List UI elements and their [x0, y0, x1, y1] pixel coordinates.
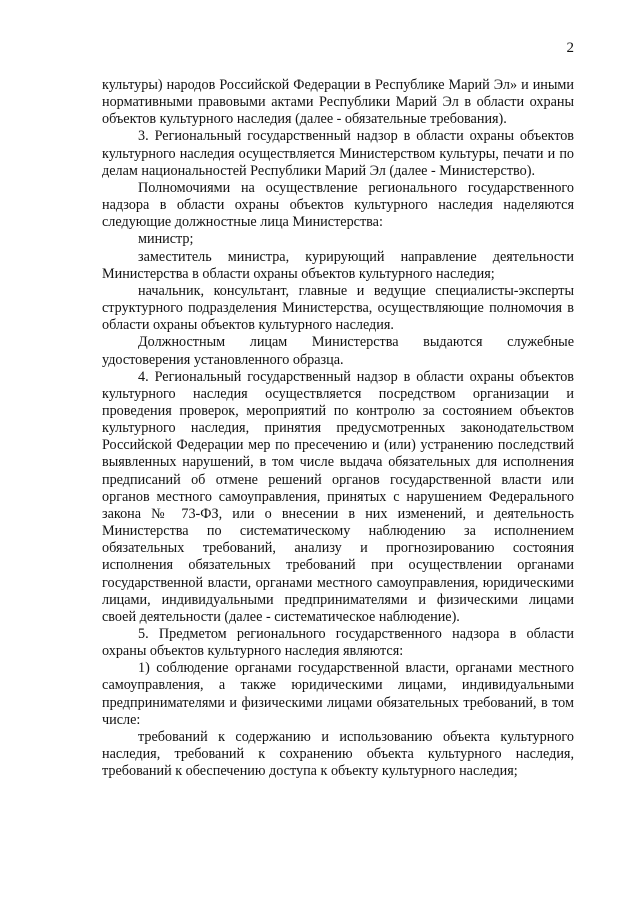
- paragraph-specialists: начальник, консультант, главные и ведущие специалисты-эксперты структурного подразделения Министерства, осуществляющие полномочия в области охраны объектов культурного наследия.: [102, 282, 574, 334]
- paragraph-item-3: 3. Региональный государственный надзор в области охраны объектов культурного наследия осуществляется Министерством культуры, печати и по делам национальностей Республики Марий Эл (далее - Министерство).: [102, 128, 574, 179]
- document-body: [102, 77, 574, 780]
- paragraph-item-4: 4. Региональный государственный надзор в области охраны объектов культурного наследия осуществляется посредством организации и проведения проверок, мероприятий по контролю за состоянием объектов культурного наследия, принятия предусмотренных законодательством Российской Федерации мер по пресечению и (или) устранению последствий выявленных нарушений, в том числе выдача обязательных для исполнения предписаний об отмене решений органов государственной власти или органов местного самоуправления, принятых с нарушением Федерального закона № 73-ФЗ, или о внесении в них изменений, и деятельность Министерства по систематическому наблюдению за исполнением обязательных требований, анализу и прогнозированию состояния исполнения обязательных требований при осуществлении органами государственной власти, органами местного самоуправления, юридическими лицами, индивидуальными предпринимателями и физическими лицами своей деятельности (далее - систематическое наблюдение).: [102, 368, 574, 625]
- paragraph-minister: министр;: [138, 231, 194, 248]
- paragraph-subitem-1: 1) соблюдение органами государственной власти, органами местного самоуправления, а также юридическими лицами, индивидуальными предпринимателями и физическими лицами обязательных требований, в том числе:: [102, 660, 574, 728]
- paragraph-continuation: культуры) народов Российской Федерации в Республике Марий Эл» и иными нормативными правовыми актами Республики Марий Эл в области охраны объектов культурного наследия (далее - обязательные требования).: [102, 77, 574, 128]
- paragraph-powers: Полномочиями на осуществление регионального государственного надзора в области охраны объектов культурного наследия наделяются следующие должностные лица Министерства:: [102, 179, 574, 231]
- page-number: 2: [566, 40, 574, 56]
- paragraph-item-5: 5. Предметом регионального государственного надзора в области охраны объектов культурного наследия являются:: [102, 626, 574, 660]
- paragraph-deputy-minister: заместитель министра, курирующий направление деятельности Министерства в области охраны объектов культурного наследия;: [102, 248, 574, 282]
- paragraph-certificates: Должностным лицам Министерства выдаются служебные удостоверения установленного образца.: [102, 334, 574, 368]
- paragraph-requirements: требований к содержанию и использованию объекта культурного наследия, требований к сохранению объекта культурного наследия, требований к обеспечению доступа к объекту культурного наследия;: [102, 728, 574, 780]
